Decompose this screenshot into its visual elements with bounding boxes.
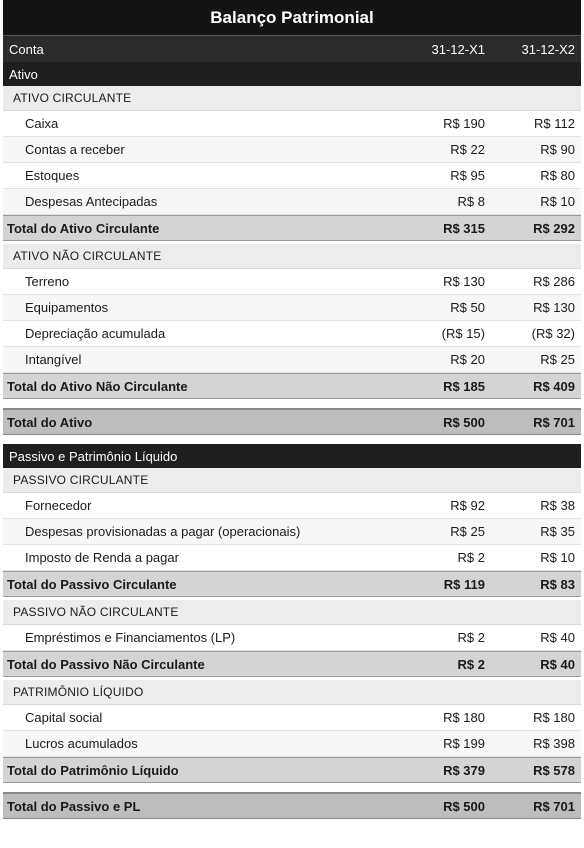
row-label: Fornecedor (25, 498, 92, 513)
row-value-x1: R$ 2 (457, 550, 485, 565)
row-value-x1: R$ 180 (443, 710, 485, 725)
total-label: Total do Ativo Não Circulante (7, 378, 188, 394)
rows-passivo-nao-circulante (3, 625, 581, 651)
total-value-x2: R$ 40 (540, 656, 575, 672)
table-title: Balanço Patrimonial (3, 0, 581, 35)
table-row (3, 111, 581, 137)
row-label: Imposto de Renda a pagar (25, 550, 179, 565)
total-label: Total do Passivo e PL (7, 798, 141, 814)
table-row (3, 519, 581, 545)
row-value-x2: (R$ 32) (531, 326, 575, 341)
row-label: Lucros acumulados (25, 736, 138, 751)
row-value-x1: R$ 20 (450, 352, 485, 367)
table-row (3, 189, 581, 215)
row-value-x1: R$ 190 (443, 116, 485, 131)
table-row (3, 295, 581, 321)
spacer (3, 399, 581, 408)
row-value-x1: R$ 22 (450, 142, 485, 157)
row-value-x1: R$ 92 (450, 498, 485, 513)
row-value-x2: R$ 40 (540, 630, 575, 645)
total-value-x1: R$ 119 (443, 576, 485, 592)
table-row (3, 545, 581, 571)
row-value-x1: R$ 199 (443, 736, 485, 751)
total-value-x2: R$ 83 (540, 576, 575, 592)
rows-passivo-circulante (3, 493, 581, 571)
row-label: Terreno (25, 274, 70, 289)
column-header-x2: 31-12-X2 (521, 41, 575, 57)
rows-ativo-nao-circulante (3, 269, 581, 373)
row-value-x2: R$ 35 (540, 524, 575, 539)
total-label: Total do Ativo Circulante (7, 220, 160, 236)
grand-total-passivo-pl (3, 792, 581, 819)
total-value-x1: R$ 185 (443, 378, 485, 394)
group-ativo-circulante: ATIVO CIRCULANTE (3, 86, 581, 111)
group-passivo-nao-circulante: PASSIVO NÃO CIRCULANTE (3, 600, 581, 625)
total-label: Total do Passivo Circulante (7, 576, 177, 592)
total-value-x2: R$ 701 (533, 798, 575, 814)
column-header-account: Conta (9, 41, 44, 57)
row-label: Intangível (25, 352, 82, 367)
row-value-x1: (R$ 15) (441, 326, 485, 341)
row-label: Despesas Antecipadas (25, 194, 158, 209)
total-value-x1: R$ 500 (443, 798, 485, 814)
total-row-patrimonio-liquido (3, 757, 581, 783)
total-row-ativo-nao-circulante (3, 373, 581, 399)
total-label: Total do Patrimônio Líquido (7, 762, 179, 778)
total-value-x2: R$ 701 (533, 414, 575, 430)
row-value-x2: R$ 90 (540, 142, 575, 157)
table-row (3, 163, 581, 189)
row-label: Estoques (25, 168, 80, 183)
rows-patrimonio-liquido (3, 705, 581, 757)
total-label: Total do Ativo (7, 414, 93, 430)
column-header-row (3, 35, 581, 62)
row-value-x2: R$ 80 (540, 168, 575, 183)
row-label: Equipamentos (25, 300, 109, 315)
rows-ativo-circulante (3, 111, 581, 215)
section-passivo: Passivo e Patrimônio Líquido (3, 444, 581, 468)
group-passivo-circulante: PASSIVO CIRCULANTE (3, 468, 581, 493)
row-value-x1: R$ 8 (457, 194, 485, 209)
total-value-x1: R$ 315 (443, 220, 485, 236)
total-row-ativo-circulante (3, 215, 581, 241)
row-value-x2: R$ 10 (540, 194, 575, 209)
row-label: Capital social (25, 710, 103, 725)
row-value-x2: R$ 180 (533, 710, 575, 725)
total-value-x1: R$ 500 (443, 414, 485, 430)
table-row (3, 705, 581, 731)
row-value-x2: R$ 25 (540, 352, 575, 367)
row-label: Caixa (25, 116, 59, 131)
total-value-x1: R$ 2 (457, 656, 485, 672)
row-label: Empréstimos e Financiamentos (LP) (25, 630, 236, 645)
group-ativo-nao-circulante: ATIVO NÃO CIRCULANTE (3, 244, 581, 269)
row-value-x2: R$ 112 (534, 116, 575, 131)
section-ativo: Ativo (3, 62, 581, 86)
grand-total-ativo (3, 408, 581, 435)
total-value-x1: R$ 379 (443, 762, 485, 778)
table-row (3, 321, 581, 347)
row-value-x2: R$ 10 (540, 550, 575, 565)
row-label: Contas a receber (25, 142, 125, 157)
total-value-x2: R$ 292 (533, 220, 575, 236)
row-label: Despesas provisionadas a pagar (operacionais) (25, 524, 301, 539)
total-row-passivo-nao-circulante (3, 651, 581, 677)
column-header-x1: 31-12-X1 (431, 41, 485, 57)
group-patrimonio-liquido: PATRIMÔNIO LÍQUIDO (3, 680, 581, 705)
spacer (3, 783, 581, 792)
table-row (3, 269, 581, 295)
table-row (3, 493, 581, 519)
balance-sheet-table (3, 0, 581, 819)
table-row (3, 625, 581, 651)
row-value-x2: R$ 130 (533, 300, 575, 315)
row-value-x2: R$ 286 (533, 274, 575, 289)
row-value-x1: R$ 2 (457, 630, 485, 645)
table-row (3, 137, 581, 163)
spacer (3, 435, 581, 444)
total-label: Total do Passivo Não Circulante (7, 656, 205, 672)
row-value-x1: R$ 95 (450, 168, 485, 183)
row-label: Depreciação acumulada (25, 326, 166, 341)
total-value-x2: R$ 409 (533, 378, 575, 394)
table-row (3, 731, 581, 757)
table-row (3, 347, 581, 373)
total-value-x2: R$ 578 (533, 762, 575, 778)
row-value-x1: R$ 50 (450, 300, 485, 315)
total-row-passivo-circulante (3, 571, 581, 597)
row-value-x1: R$ 130 (443, 274, 485, 289)
row-value-x2: R$ 398 (533, 736, 575, 751)
row-value-x1: R$ 25 (450, 524, 485, 539)
row-value-x2: R$ 38 (540, 498, 575, 513)
